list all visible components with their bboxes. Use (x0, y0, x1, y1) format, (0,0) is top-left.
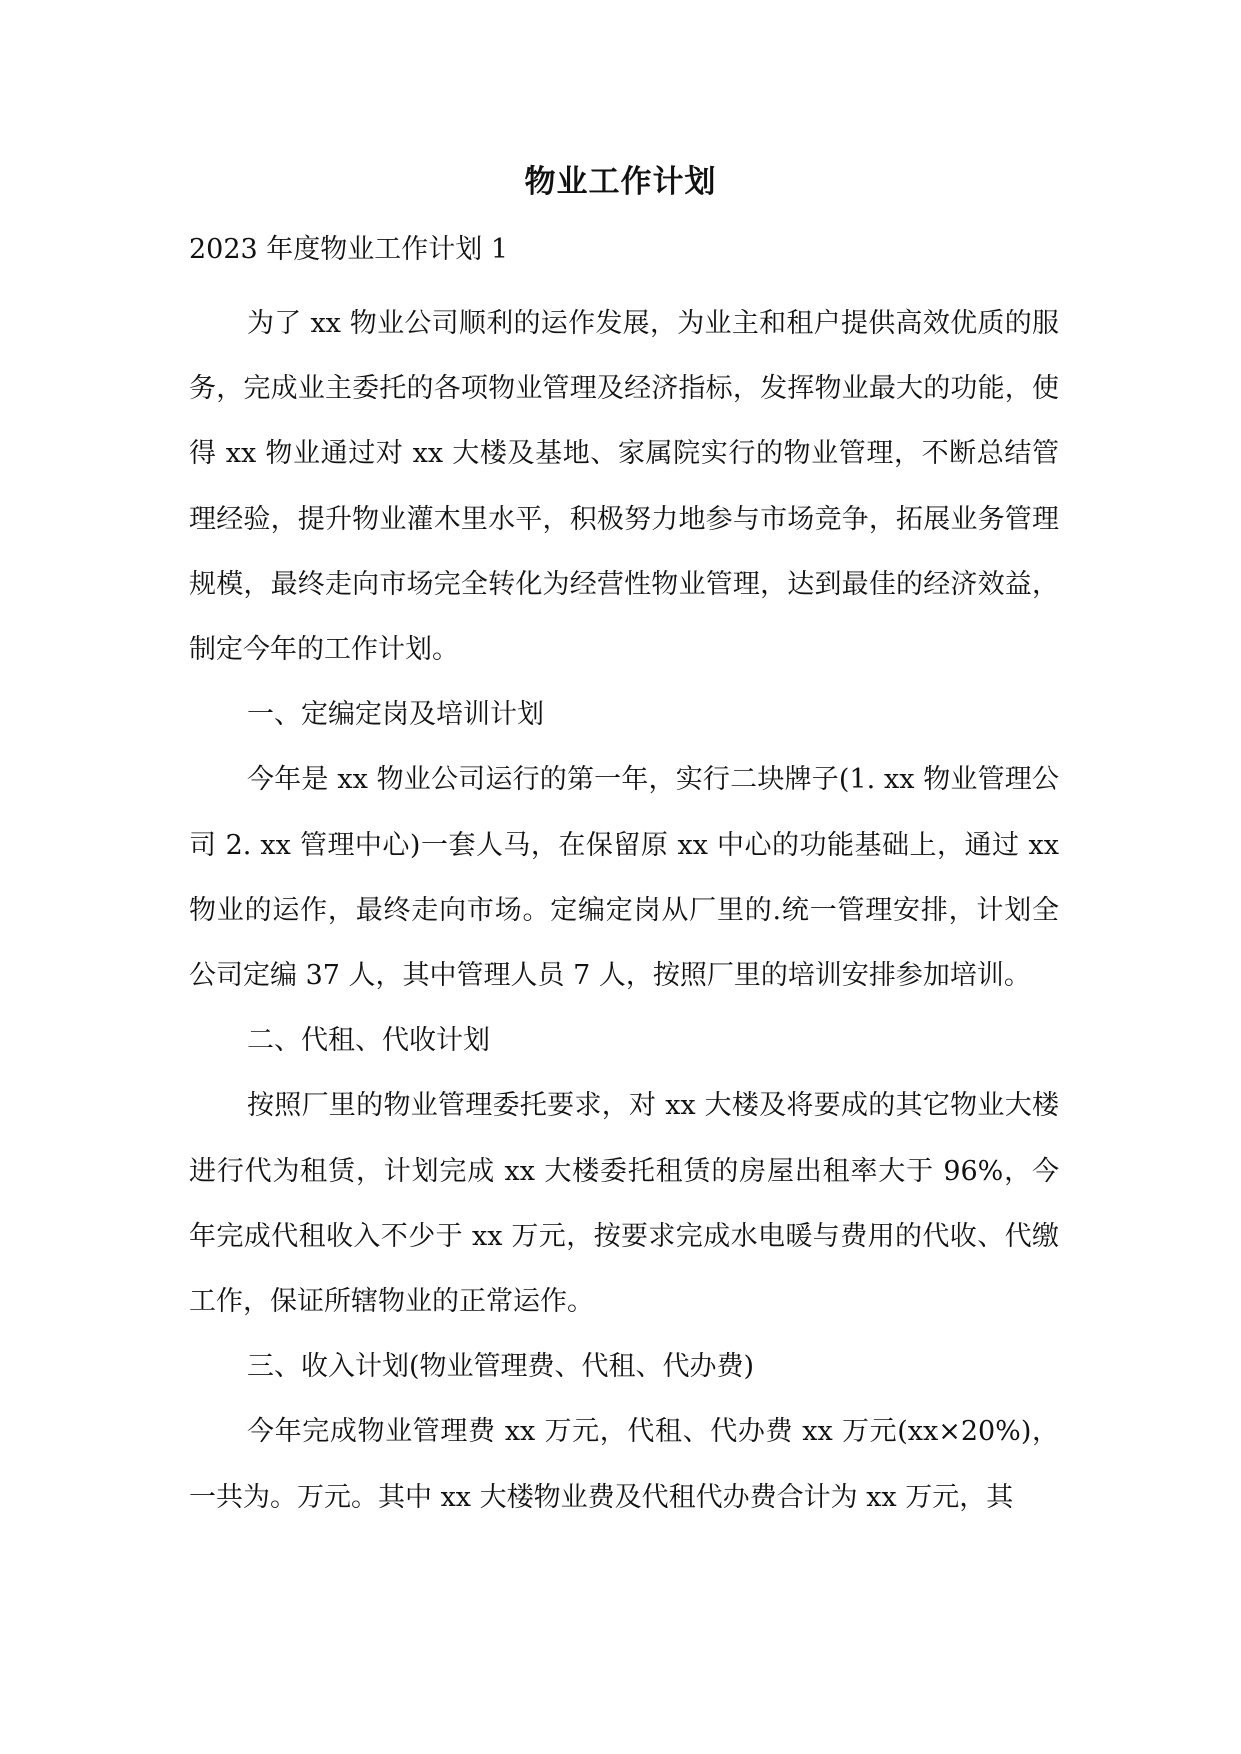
section-heading-staffing: 一、定编定岗及培训计划 (247, 699, 544, 731)
staffing-paragraph: 今年是 xx 物业公司运行的第一年，实行二块牌子(1. xx 物业管理公司 2. xx 管理中心)一套人马，在保留原 xx 中心的功能基础上，通过 xx 物业的运作，最终走向市场。定编定岗从厂里的.统一管理安排，计划全公司定编 37 人，其中管理人员 7 人，按照厂里的培训安排参加培训。 (189, 764, 1059, 992)
document-subtitle: 2023 年度物业工作计划 1 (189, 234, 509, 265)
section-heading-rental: 二、代租、代收计划 (247, 1025, 490, 1057)
document-body (189, 291, 1059, 1530)
section-heading-income: 三、收入计划(物业管理费、代租、代办费) (247, 1351, 755, 1383)
intro-paragraph: 为了 xx 物业公司顺利的运作发展，为业主和租户提供高效优质的服务，完成业主委托的各项物业管理及经济指标，发挥物业最大的功能，使得 xx 物业通过对 xx 大楼及基地、家属院实行的物业管理，不断总结管理经验，提升物业灌木里水平，积极努力地参与市场竞争，拓展业务管理规模，最终走向市场完全转化为经营性物业管理，达到最佳的经济效益，制定今年的工作计划。 (189, 308, 1059, 666)
income-paragraph: 今年完成物业管理费 xx 万元，代租、代办费 xx 万元(xx×20%)，一共为。万元。其中 xx 大楼物业费及代租代办费合计为 xx 万元，其 (189, 1416, 1059, 1513)
rental-paragraph: 按照厂里的物业管理委托要求，对 xx 大楼及将要成的其它物业大楼进行代为租赁，计划完成 xx 大楼委托租赁的房屋出租率大于 96%，今年完成代租收入不少于 xx 万元，按要求完成水电暖与费用的代收、代缴工作，保证所辖物业的正常运作。 (189, 1090, 1059, 1318)
document-title: 物业工作计划 (524, 164, 717, 200)
